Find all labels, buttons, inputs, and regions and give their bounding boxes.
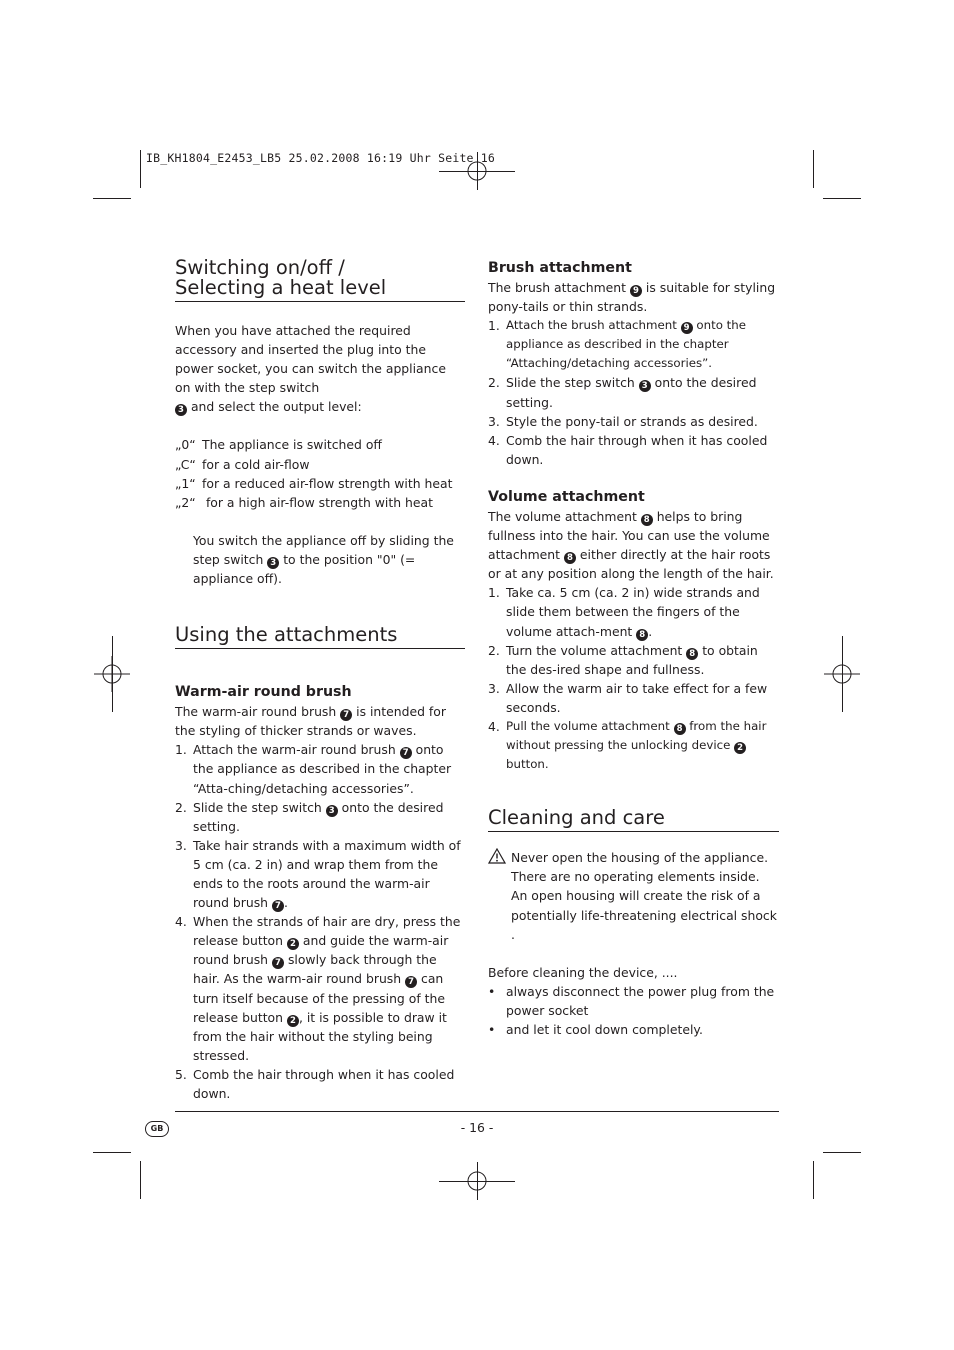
brush-steps [488,316,779,469]
item-text: When the strands of hair are dry, press the release button 2 and guide the warm-air round brush 7 slowly back through the hair. As the warm-air round brush 7 can turn itself because of the pressing of the release button 2 , it is possible to draw it from the hair without the styling being stressed. [193,914,461,1063]
item-text: Turn the volume attachment 8 to obtain the des-ired shape and fullness. [506,642,758,677]
number-badge: 8 [674,723,686,735]
item-text: Attach the warm-air round brush 7 onto the appliance as described in the chapter “Atta-ching/detaching accessories”. [193,742,452,796]
before-cleaning: Before cleaning the device, .... [488,964,678,980]
list-item [175,836,465,912]
text: The volume attachment [488,508,637,524]
list-item [488,412,779,431]
item-text: Attach the brush attachment 9 onto the appliance as described in the chapter “Attaching/detaching accessories”. [506,318,747,371]
item-number: 2. [488,375,500,391]
list-item [175,1065,465,1103]
list-item [488,679,779,717]
levels-list [175,435,465,511]
list-item [175,798,465,836]
number-badge: 7 [400,747,412,759]
list-item [175,912,465,1065]
item-number: 1. [175,742,187,758]
warm-air-intro [175,702,465,740]
item-text: Take ca. 5 cm (ca. 2 in) wide strands and slide them between the fingers of the volume attach-ment 8 . [506,585,760,640]
page-number: - 16 - [460,1120,494,1135]
crop-mark [140,1161,141,1199]
crop-mark [813,150,814,188]
level-item [175,435,465,454]
number-badge: 2 [287,938,299,950]
level-item [175,474,465,493]
crop-mark [93,198,131,199]
text: is intended for the styling of thicker strands or waves. [175,704,446,739]
number-badge: 7 [405,976,417,988]
item-text: Comb the hair through when it has cooled down. [506,432,768,467]
warning-text: Never open the housing of the appliance. There are no operating elements inside. An open housing will create the risk of a potentially life-threatening electrical shock . [511,850,777,942]
item-text: Style the pony-tail or strands as desired. [506,413,758,429]
level-text: for a high air-flow strength with heat [202,494,433,510]
level-text: for a cold air-flow [202,456,310,472]
crop-mark [140,150,141,188]
number-badge: 3 [267,557,279,569]
text: to the position "0" (= appliance off). [193,551,416,587]
level-text: The appliance is switched off [202,437,382,453]
item-text: Comb the hair through when it has cooled down. [193,1066,455,1101]
level-text: for a reduced air-flow strength with heat [202,475,453,491]
footer-rule [175,1111,779,1112]
list-item [175,740,465,797]
crop-mark [823,198,861,199]
number-badge: 8 [564,552,576,564]
item-number: 4. [488,718,500,734]
cleaning-bullets [488,982,779,1039]
bullet-item [488,982,779,1020]
level-item [175,493,465,512]
subsection-title-brush: Brush attachment [488,260,632,276]
item-text: Pull the volume attachment 8 from the hair without pressing the unlocking device 2 button. [506,718,767,772]
item-text: and let it cool down completely. [506,1022,703,1037]
section-title-switching [175,258,465,302]
item-text: Take hair strands with a maximum width of 5 cm (ca. 2 in) and wrap them from the ends to the roots around the warm-air round brush 7 . [193,837,461,912]
crop-mark [93,1152,131,1153]
number-badge: 8 [636,629,648,641]
intro-paragraph [175,321,465,416]
number-badge: 2 [287,1015,299,1027]
item-number: 4. [488,432,500,448]
level-item [175,455,465,474]
number-badge: 7 [272,957,284,969]
text: You switch the appliance off by sliding the step switch [193,532,454,567]
crop-mark [813,1161,814,1199]
warning-note [488,848,779,943]
level-key: „0“ [175,437,196,453]
bullet-icon: • [488,1022,496,1037]
text: and select the output level: [190,399,362,415]
text: The warm-air round brush [175,704,337,720]
text: is suitable for styling pony-tails or thin strands. [488,280,776,315]
level-key: „1“ [175,475,196,491]
list-item [488,583,779,640]
list-item [488,717,779,774]
number-badge: 3 [175,404,187,416]
number-badge: 8 [641,514,653,526]
text: When you have attached the required accessory and inserted the plug into the power socket, you can switch the appliance on with the step switch [175,323,446,396]
text: The brush attachment [488,280,627,295]
warm-air-steps [175,740,465,1103]
number-badge: 3 [326,805,338,817]
title-line: Selecting a heat level [175,276,387,299]
list-item [488,431,779,469]
item-number: 2. [488,642,500,658]
item-text: Allow the warm air to take effect for a few seconds. [506,680,768,715]
number-badge: 7 [272,900,284,912]
language-badge: GB [145,1121,169,1137]
item-number: 4. [175,914,187,930]
crop-mark [477,1162,478,1200]
item-number: 5. [175,1066,187,1082]
crop-mark [823,1152,861,1153]
list-item [488,373,779,411]
number-badge: 8 [686,648,698,660]
item-number: 3. [488,680,500,696]
item-number: 3. [175,837,187,853]
item-text: always disconnect the power plug from the power socket [506,983,775,1018]
bullet-item [488,1020,779,1039]
right-column [488,259,779,1039]
item-number: 1. [488,318,500,334]
crop-mark [112,636,113,712]
warning-triangle-icon [488,848,511,943]
text: either directly at the hair roots or at any position along the length of the hair. [488,547,774,582]
item-number: 3. [488,413,500,429]
bullet-icon: • [488,983,496,999]
list-item [488,641,779,679]
item-text: Slide the step switch 3 onto the desired setting. [193,799,444,834]
item-number: 1. [488,585,500,601]
volume-intro [488,507,779,583]
volume-steps [488,583,779,774]
subsection-title-volume: Volume attachment [488,488,645,505]
title-line: Switching on/off / [175,256,345,279]
level-key: „2“ [175,494,196,510]
switch-off-paragraph [175,531,465,588]
number-badge: 2 [734,742,746,754]
section-title-attachments: Using the attachments [175,625,465,649]
number-badge: 9 [681,322,693,334]
text: helps to bring fullness into the hair. You can use the volume attachment [488,508,770,563]
number-badge: 7 [340,709,352,721]
print-slug: IB_KH1804_E2453_LB5 25.02.2008 16:19 Uhr Seite 16 [146,151,496,165]
list-item [488,316,779,373]
subsection-title-warm-air: Warm-air round brush [175,684,352,701]
item-text: Slide the step switch 3 onto the desired setting. [506,375,757,410]
section-title-cleaning: Cleaning and care [488,808,779,832]
crop-mark [842,636,843,712]
brush-intro [488,278,779,316]
level-key: „C“ [175,456,196,472]
number-badge: 9 [630,285,642,297]
number-badge: 3 [639,380,651,392]
item-number: 2. [175,799,187,815]
left-column [175,258,465,1103]
